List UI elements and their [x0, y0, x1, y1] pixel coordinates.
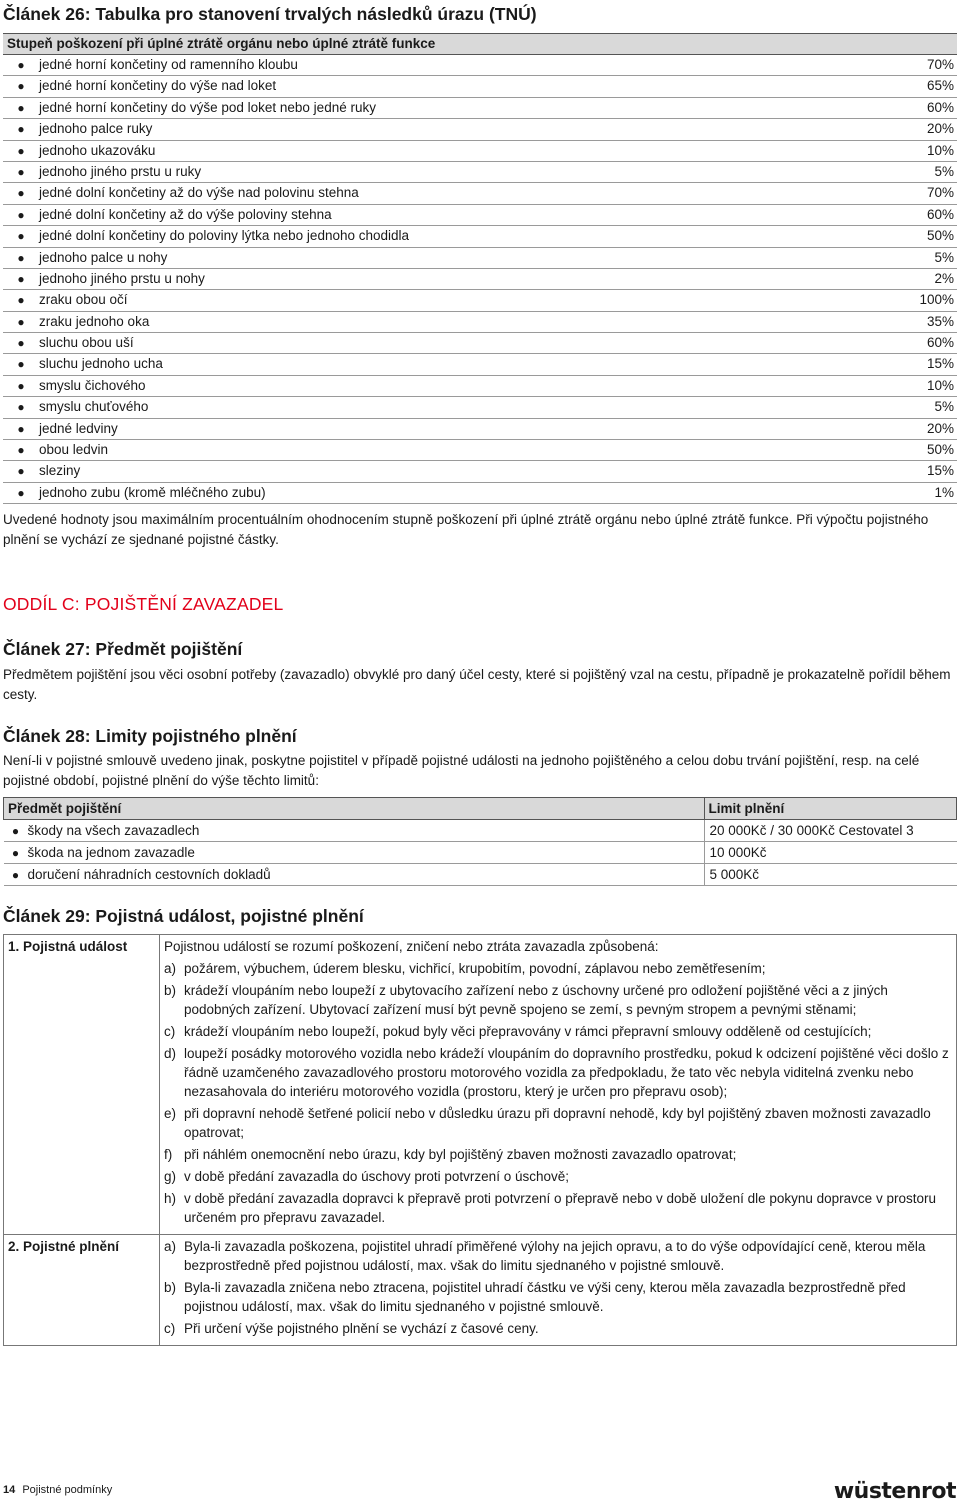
tnu-row-percent: 15%: [926, 463, 954, 479]
list-marker: c): [164, 1024, 176, 1039]
bullet-icon: ●: [17, 229, 25, 244]
tnu-row-percent: 5%: [934, 163, 954, 179]
tnu-row-percent: 2%: [934, 270, 954, 286]
tnu-row-label: jedné ledviny: [39, 420, 118, 436]
tnu-row-percent: 70%: [926, 57, 954, 72]
bullet-icon: ●: [17, 207, 25, 222]
bullet-icon: ●: [17, 443, 25, 458]
tnu-row: [3, 290, 957, 311]
bullet-icon: ●: [17, 79, 25, 94]
tnu-row-percent: 70%: [926, 185, 954, 201]
list-item: [164, 981, 952, 1019]
bullet-icon: ●: [17, 143, 25, 158]
tnu-row-percent: 10%: [926, 377, 954, 393]
bullet-icon: ●: [17, 378, 25, 393]
bullet-icon: ●: [11, 868, 20, 882]
tnu-row: [3, 483, 957, 504]
tnu-row-percent: 5%: [934, 399, 954, 415]
limits-header-subject: Předmět pojištění: [4, 798, 705, 820]
tnu-row-percent: 1%: [934, 484, 954, 500]
bullet-icon: ●: [17, 58, 25, 72]
limits-subject-cell: [4, 842, 705, 864]
tnu-row: [3, 397, 957, 418]
page-footer: [3, 1484, 112, 1496]
tnu-row-percent: 60%: [926, 335, 954, 351]
tnu-row-percent: 60%: [926, 99, 954, 115]
bullet-icon: ●: [17, 164, 25, 179]
tnu-row: [3, 55, 957, 76]
list-text: při dopravní nehodě šetřené policií nebo v důsledku úrazu při dopravní nehodě, kdy byl pojištěný zbaven možnosti zavazadlo opatrovat;: [184, 1106, 931, 1140]
article-27-title: Článek 27: Předmět pojištění: [3, 639, 243, 659]
limits-table-rows: [4, 820, 957, 886]
list-item: [164, 1319, 952, 1338]
tnu-row-percent: 20%: [926, 121, 954, 137]
bullet-icon: ●: [17, 357, 25, 372]
insured-event-list: [164, 959, 952, 1227]
bullet-icon: ●: [11, 824, 20, 838]
list-text: Byla-li zavazadla poškozena, pojistitel uhradí přiměřené výlohy na jejich opravu, a to do výše odpovídající ceně, kterou měla bezprostředně před pojistnou událostí, max. však do limitu sjednaného v pojistné smlouvě.: [184, 1239, 926, 1273]
limits-value: 10 000Kč: [704, 842, 957, 864]
list-marker: b): [164, 1280, 177, 1295]
tnu-row-label: jedné dolní končetiny až do výše poloviny stehna: [39, 206, 332, 222]
tnu-row-percent: 100%: [919, 292, 954, 308]
list-text: Při určení výše pojistného plnění se vychází z časové ceny.: [184, 1321, 539, 1336]
tnu-row-label: sluchu obou uší: [39, 335, 134, 351]
limits-subject-cell: [4, 820, 705, 842]
limits-row: [4, 864, 957, 886]
tnu-row: [3, 119, 957, 140]
bullet-icon: ●: [17, 336, 25, 351]
article-27-text: Předmětem pojištění jsou věci osobní potřeby (zavazadlo) obvyklé pro daný účel cesty, které si pojištěný vzal na cestu, případně je prokazatelně pořídil během cesty.: [3, 667, 951, 702]
list-marker: d): [164, 1046, 177, 1061]
list-marker: h): [164, 1191, 177, 1206]
tnu-row-label: zraku jednoho oka: [39, 313, 150, 329]
limits-row: [4, 820, 957, 842]
list-marker: f): [164, 1147, 173, 1162]
list-item: [164, 959, 952, 978]
bullet-icon: ●: [17, 271, 25, 286]
tnu-row: [3, 440, 957, 461]
list-text: krádeží vloupáním nebo loupeží z ubytovacího zařízení nebo z úschovny určené pro odložení pojištěné věci a z jiných podobných zařízení. Ubytovací zařízení musí být pevně spojeno se zemí, s pevným stropem a pevnými stěnami;: [184, 983, 888, 1017]
insured-event-row: [4, 935, 957, 1235]
list-item: [164, 1044, 952, 1101]
tnu-row-label: jedné horní končetiny do výše pod loket nebo jedné ruky: [39, 99, 376, 115]
limits-value: 5 000Kč: [704, 864, 957, 886]
list-text: krádeží vloupáním nebo loupeží, pokud byly věci přepravovány v rámci přepravní smlouvy odděleně od cestujících;: [184, 1024, 872, 1039]
tnu-row-percent: 10%: [926, 142, 954, 158]
tnu-row-label: jedné horní končetiny do výše nad loket: [39, 78, 277, 94]
tnu-row-label: jedné dolní končetiny až do výše nad polovinu stehna: [39, 185, 359, 201]
limits-subject: škody na všech zavazadlech: [27, 823, 200, 838]
list-text: při náhlém onemocnění nebo úrazu, kdy byl pojištěný zbaven možnosti zavazadlo opatrovat;: [184, 1147, 737, 1162]
tnu-table-rows: [3, 55, 957, 504]
list-item: [164, 1167, 952, 1186]
bullet-icon: ●: [17, 421, 25, 436]
article-29-title: Článek 29: Pojistná událost, pojistné plnění: [3, 906, 364, 926]
list-text: požárem, výbuchem, úderem blesku, vichřicí, krupobitím, povodní, záplavou nebo zemětřesením;: [184, 961, 766, 976]
tnu-row-label: jednoho palce ruky: [39, 121, 153, 137]
insured-event-content: [160, 935, 957, 1235]
list-text: v době předání zavazadla do úschovy proti potvrzení o úschově;: [184, 1169, 569, 1184]
tnu-row: [3, 419, 957, 440]
list-item: [164, 1237, 952, 1275]
tnu-row-label: sleziny: [39, 463, 81, 479]
tnu-row: [3, 248, 957, 269]
list-item: [164, 1145, 952, 1164]
list-marker: e): [164, 1106, 177, 1121]
insurance-payment-row: [4, 1235, 957, 1346]
bullet-icon: ●: [17, 293, 25, 308]
list-item: [164, 1104, 952, 1142]
tnu-row: [3, 76, 957, 97]
footer-doc-title: Pojistné podmínky: [22, 1484, 113, 1496]
page-number: 14: [3, 1484, 16, 1496]
tnu-row: [3, 354, 957, 375]
tnu-row: [3, 333, 957, 354]
tnu-row-percent: 65%: [926, 78, 954, 94]
list-text: loupeží posádky motorového vozidla nebo krádeží vloupáním do dopravního prostředku, pokud k odcizení pojištěné věci došlo z řádně uzamčeného zavazadlového prostoru motorového vozidla za předpokladu, že tato věc nebyla viditelná zvenku nebo nezasahovala do interiéru motorového vozidla (prostoru, který je určen pro přepravu osob);: [184, 1046, 949, 1099]
insurance-payment-label: 2. Pojistné plnění: [4, 1235, 160, 1346]
tnu-row: [3, 269, 957, 290]
tnu-row-label: jednoho ukazováku: [39, 142, 156, 158]
tnu-row-label: sluchu jednoho ucha: [39, 356, 163, 372]
tnu-row-percent: 50%: [926, 442, 954, 458]
insurance-payment-list: [164, 1237, 952, 1338]
tnu-row-percent: 20%: [926, 420, 954, 436]
limits-value: 20 000Kč / 30 000Kč Cestovatel 3: [704, 820, 957, 842]
tnu-row-label: jednoho palce u nohy: [39, 249, 168, 265]
list-text: Byla-li zavazadla zničena nebo ztracena, pojistitel uhradí částku ve výši ceny, kterou měla zavazadla bezprostředně před pojistnou událostí, max. však do limitu sjednaného v pojistné smlouvě.: [184, 1280, 906, 1314]
section-c-title: ODDÍL C: POJIŠTĚNÍ ZAVAZADEL: [3, 594, 284, 614]
limits-subject-cell: [4, 864, 705, 886]
article-26-note: Uvedené hodnoty jsou maximálním procentuálním ohodnocením stupně poškození při úplné ztrátě orgánu nebo úplné ztrátě funkce. Při výpočtu pojistného plnění se vychází ze sjednané pojistné částky.: [3, 512, 929, 547]
list-marker: g): [164, 1169, 177, 1184]
tnu-row-percent: 15%: [926, 356, 954, 372]
insurance-payment-content: [160, 1235, 957, 1346]
list-marker: c): [164, 1321, 176, 1336]
list-item: [164, 1022, 952, 1041]
article-28-text: Není-li v pojistné smlouvě uvedeno jinak, poskytne pojistitel v případě pojistné události na jednoho pojištěného a celou dobu trvání pojištění, resp. na celé pojistné období, pojistné plnění do výše těchto limitů:: [3, 753, 920, 788]
bullet-icon: ●: [17, 186, 25, 201]
list-marker: b): [164, 983, 177, 998]
tnu-row-percent: 35%: [926, 313, 954, 329]
tnu-row: [3, 162, 957, 183]
list-item: [164, 1278, 952, 1316]
tnu-row: [3, 312, 957, 333]
limits-subject: škoda na jednom zavazadle: [27, 845, 195, 860]
bullet-icon: ●: [17, 485, 25, 500]
article-28-title: Článek 28: Limity pojistného plnění: [3, 726, 297, 746]
article-29-table: [3, 934, 957, 1346]
tnu-row-label: obou ledvin: [39, 442, 109, 458]
bullet-icon: ●: [17, 122, 25, 137]
limits-subject: doručení náhradních cestovních dokladů: [27, 867, 271, 882]
article-26-title: Článek 26: Tabulka pro stanovení trvalých následků úrazu (TNÚ): [3, 4, 537, 24]
tnu-row: [3, 205, 957, 226]
tnu-row-label: smyslu čichového: [39, 377, 146, 393]
tnu-row-label: smyslu chuťového: [39, 399, 149, 415]
list-marker: a): [164, 1239, 177, 1254]
tnu-table: [3, 33, 957, 504]
bullet-icon: ●: [17, 314, 25, 329]
insured-event-label: 1. Pojistná událost: [4, 935, 160, 1235]
tnu-row-label: jednoho jiného prstu u nohy: [39, 270, 205, 286]
tnu-row: [3, 461, 957, 482]
tnu-row-percent: 5%: [934, 249, 954, 265]
tnu-row: [3, 141, 957, 162]
tnu-row: [3, 376, 957, 397]
bullet-icon: ●: [17, 100, 25, 115]
tnu-row-percent: 60%: [926, 206, 954, 222]
bullet-icon: ●: [17, 464, 25, 479]
tnu-row-percent: 50%: [926, 228, 954, 244]
limits-header-limit: Limit plnění: [704, 798, 957, 820]
tnu-table-header: Stupeň poškození při úplné ztrátě orgánu nebo úplné ztrátě funkce: [3, 33, 957, 55]
list-text: v době předání zavazadla dopravci k přepravě proti potvrzení o přepravě nebo v době uložení dle pokynu dopravce v prostoru určeném pro přepravu zavazadel.: [184, 1191, 936, 1225]
tnu-row: [3, 98, 957, 119]
bullet-icon: ●: [17, 250, 25, 265]
tnu-row-label: jednoho jiného prstu u ruky: [39, 163, 202, 179]
list-marker: a): [164, 961, 177, 976]
bullet-icon: ●: [17, 400, 25, 415]
brand-logo: wüstenrot: [833, 1479, 956, 1504]
bullet-icon: ●: [11, 846, 20, 860]
tnu-row-label: zraku obou očí: [39, 292, 128, 308]
limits-table: [3, 797, 957, 886]
tnu-row-label: jedné horní končetiny od ramenního kloubu: [39, 57, 298, 72]
insured-event-intro: Pojistnou událostí se rozumí poškození, zničení nebo ztráta zavazadla způsobená:: [164, 939, 659, 954]
limits-row: [4, 842, 957, 864]
list-item: [164, 1189, 952, 1227]
tnu-row-label: jedné dolní končetiny do poloviny lýtka nebo jednoho chodidla: [39, 228, 410, 244]
tnu-row: [3, 226, 957, 247]
tnu-row-label: jednoho zubu (kromě mléčného zubu): [39, 484, 266, 500]
tnu-row: [3, 183, 957, 204]
